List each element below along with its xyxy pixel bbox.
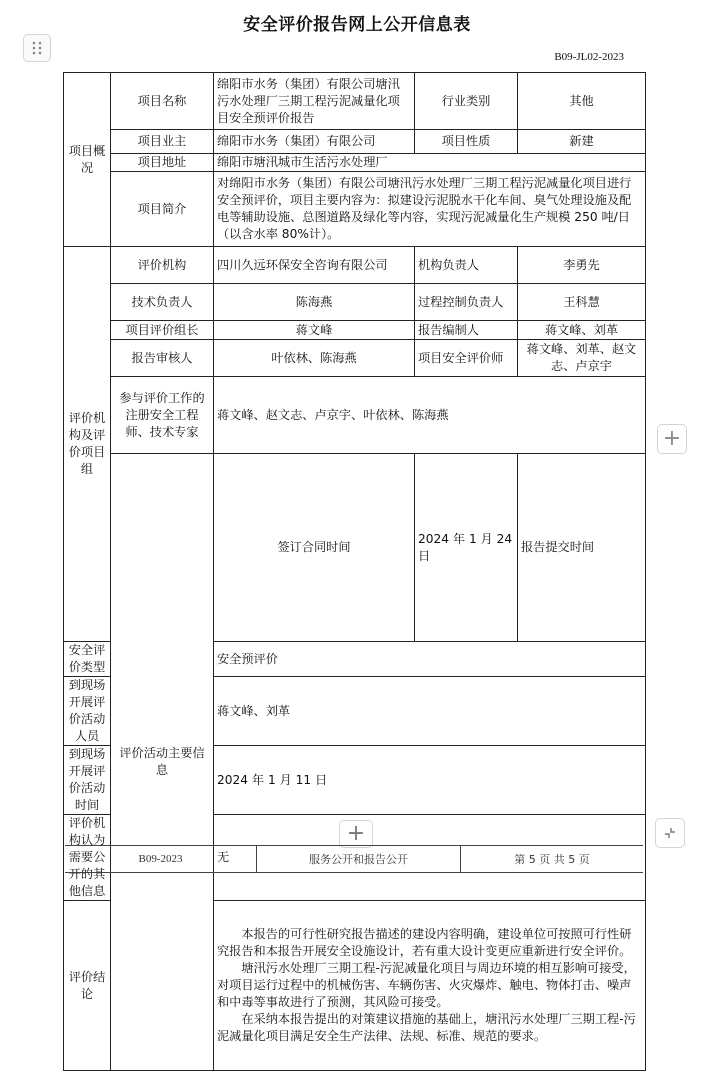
conclusion-paragraph: 在采纳本报告提出的对策建议措施的基础上，塘汛污水处理厂三期工程-污泥减量化项目满足安全生产法律、法规、标准、规范的要求。 bbox=[217, 1012, 636, 1043]
team-leader-label: 项目评价组长 bbox=[111, 321, 214, 340]
info-table bbox=[63, 72, 646, 1071]
reviewer-value: 叶依林、陈海燕 bbox=[214, 340, 415, 377]
document-title: 安全评价报告网上公开信息表 bbox=[243, 15, 471, 35]
conclusion-paragraph: 本报告的可行性研究报告描述的建设内容明确，建设单位可按照可行性研究报告和本报告开展安全设施设计，若有重大设计变更应重新进行安全评价。 bbox=[217, 927, 632, 958]
conclusion-value bbox=[214, 901, 646, 1071]
report-author-value: 蒋文峰、刘革 bbox=[518, 321, 646, 340]
collapse-button[interactable] bbox=[655, 818, 685, 848]
document-number: B09-JL02-2023 bbox=[554, 51, 624, 63]
onsite-people-value: 蒋文峰、刘革 bbox=[214, 677, 646, 746]
contract-date-value: 2024 年 1 月 24 日 bbox=[415, 454, 518, 642]
intro-label: 项目简介 bbox=[111, 172, 214, 247]
page-footer bbox=[65, 845, 643, 873]
owner-value: 绵阳市水务（集团）有限公司 bbox=[214, 130, 415, 154]
section-org: 评价机构及评价项目组 bbox=[64, 247, 111, 642]
onsite-people-label: 到现场开展评价活动人员 bbox=[64, 677, 111, 746]
engineers-label: 参与评价工作的注册安全工程师、技术专家 bbox=[111, 377, 214, 454]
process-head-label: 过程控制负责人 bbox=[415, 284, 518, 321]
agency-label: 评价机构 bbox=[111, 247, 214, 284]
industry-value: 其他 bbox=[518, 73, 646, 130]
intro-value: 对绵阳市水务（集团）有限公司塘汛污水处理厂三期工程污泥减量化项目进行安全预评价，项目主要内容为：拟建设污泥脱水干化车间、臭气处理设施及配电等辅助设施、总图道路及绿化等内容，实现污泥减量化生产规模 250 吨/日（以含水率 80%计）。 bbox=[214, 172, 646, 247]
agency-head-label: 机构负责人 bbox=[415, 247, 518, 284]
tech-head-label: 技术负责人 bbox=[111, 284, 214, 321]
nature-value: 新建 bbox=[518, 130, 646, 154]
collapse-icon bbox=[663, 826, 677, 840]
process-head-value: 王科慧 bbox=[518, 284, 646, 321]
team-leader-value: 蒋文峰 bbox=[214, 321, 415, 340]
tech-head-value: 陈海燕 bbox=[214, 284, 415, 321]
conclusion-label: 评价结论 bbox=[64, 901, 111, 1071]
engineers-value: 蒋文峰、赵文志、卢京宇、叶依林、陈海燕 bbox=[214, 377, 646, 454]
agency-value: 四川久远环保安全咨询有限公司 bbox=[214, 247, 415, 284]
other-info-label: 评价机构认为需要公开的其他信息 bbox=[64, 815, 111, 901]
report-author-label: 报告编制人 bbox=[415, 321, 518, 340]
conclusion-paragraph: 塘汛污水处理厂三期工程-污泥减量化项目与周边环境的相互影响可接受，对项目运行过程中的机械伤害、车辆伤害、火灾爆炸、触电、物体打击、噪声和中毒等事故进行了预测，其风险可接受。 bbox=[217, 961, 636, 1009]
footer-page-info: 第 5 页 共 5 页 bbox=[514, 853, 590, 866]
plus-icon: + bbox=[346, 821, 366, 846]
footer-category: 服务公开和报告公开 bbox=[257, 846, 461, 872]
footer-code: B09-2023 bbox=[65, 846, 257, 872]
type-label: 安全评价类型 bbox=[64, 642, 111, 677]
add-section-button[interactable] bbox=[657, 424, 687, 454]
owner-label: 项目业主 bbox=[111, 130, 214, 154]
address-label: 项目地址 bbox=[111, 154, 214, 172]
add-row-button[interactable] bbox=[339, 820, 373, 848]
safety-evaluators-label: 项目安全评价师 bbox=[415, 340, 518, 377]
drag-handle-button[interactable] bbox=[23, 34, 51, 62]
industry-label: 行业类别 bbox=[415, 73, 518, 130]
project-name-label: 项目名称 bbox=[111, 73, 214, 130]
onsite-time-value: 2024 年 1 月 11 日 bbox=[214, 746, 646, 815]
section-activity: 评价活动主要信息 bbox=[111, 454, 214, 1071]
agency-head-value: 李勇先 bbox=[518, 247, 646, 284]
submit-date-label: 报告提交时间 bbox=[518, 454, 646, 642]
plus-icon: + bbox=[662, 426, 682, 451]
onsite-time-label: 到现场开展评价活动时间 bbox=[64, 746, 111, 815]
drag-handle-icon bbox=[31, 41, 43, 55]
safety-evaluators-value: 蒋文峰、刘革、赵文志、卢京宇 bbox=[518, 340, 646, 377]
reviewer-label: 报告审核人 bbox=[111, 340, 214, 377]
contract-date-label: 签订合同时间 bbox=[214, 454, 415, 642]
other-info-value: 无 bbox=[214, 815, 646, 901]
nature-label: 项目性质 bbox=[415, 130, 518, 154]
address-value: 绵阳市塘汛城市生活污水处理厂 bbox=[214, 154, 646, 172]
section-overview: 项目概况 bbox=[64, 73, 111, 247]
type-value: 安全预评价 bbox=[214, 642, 646, 677]
project-name-value: 绵阳市水务（集团）有限公司塘汛污水处理厂三期工程污泥减量化项目安全预评价报告 bbox=[214, 73, 415, 130]
